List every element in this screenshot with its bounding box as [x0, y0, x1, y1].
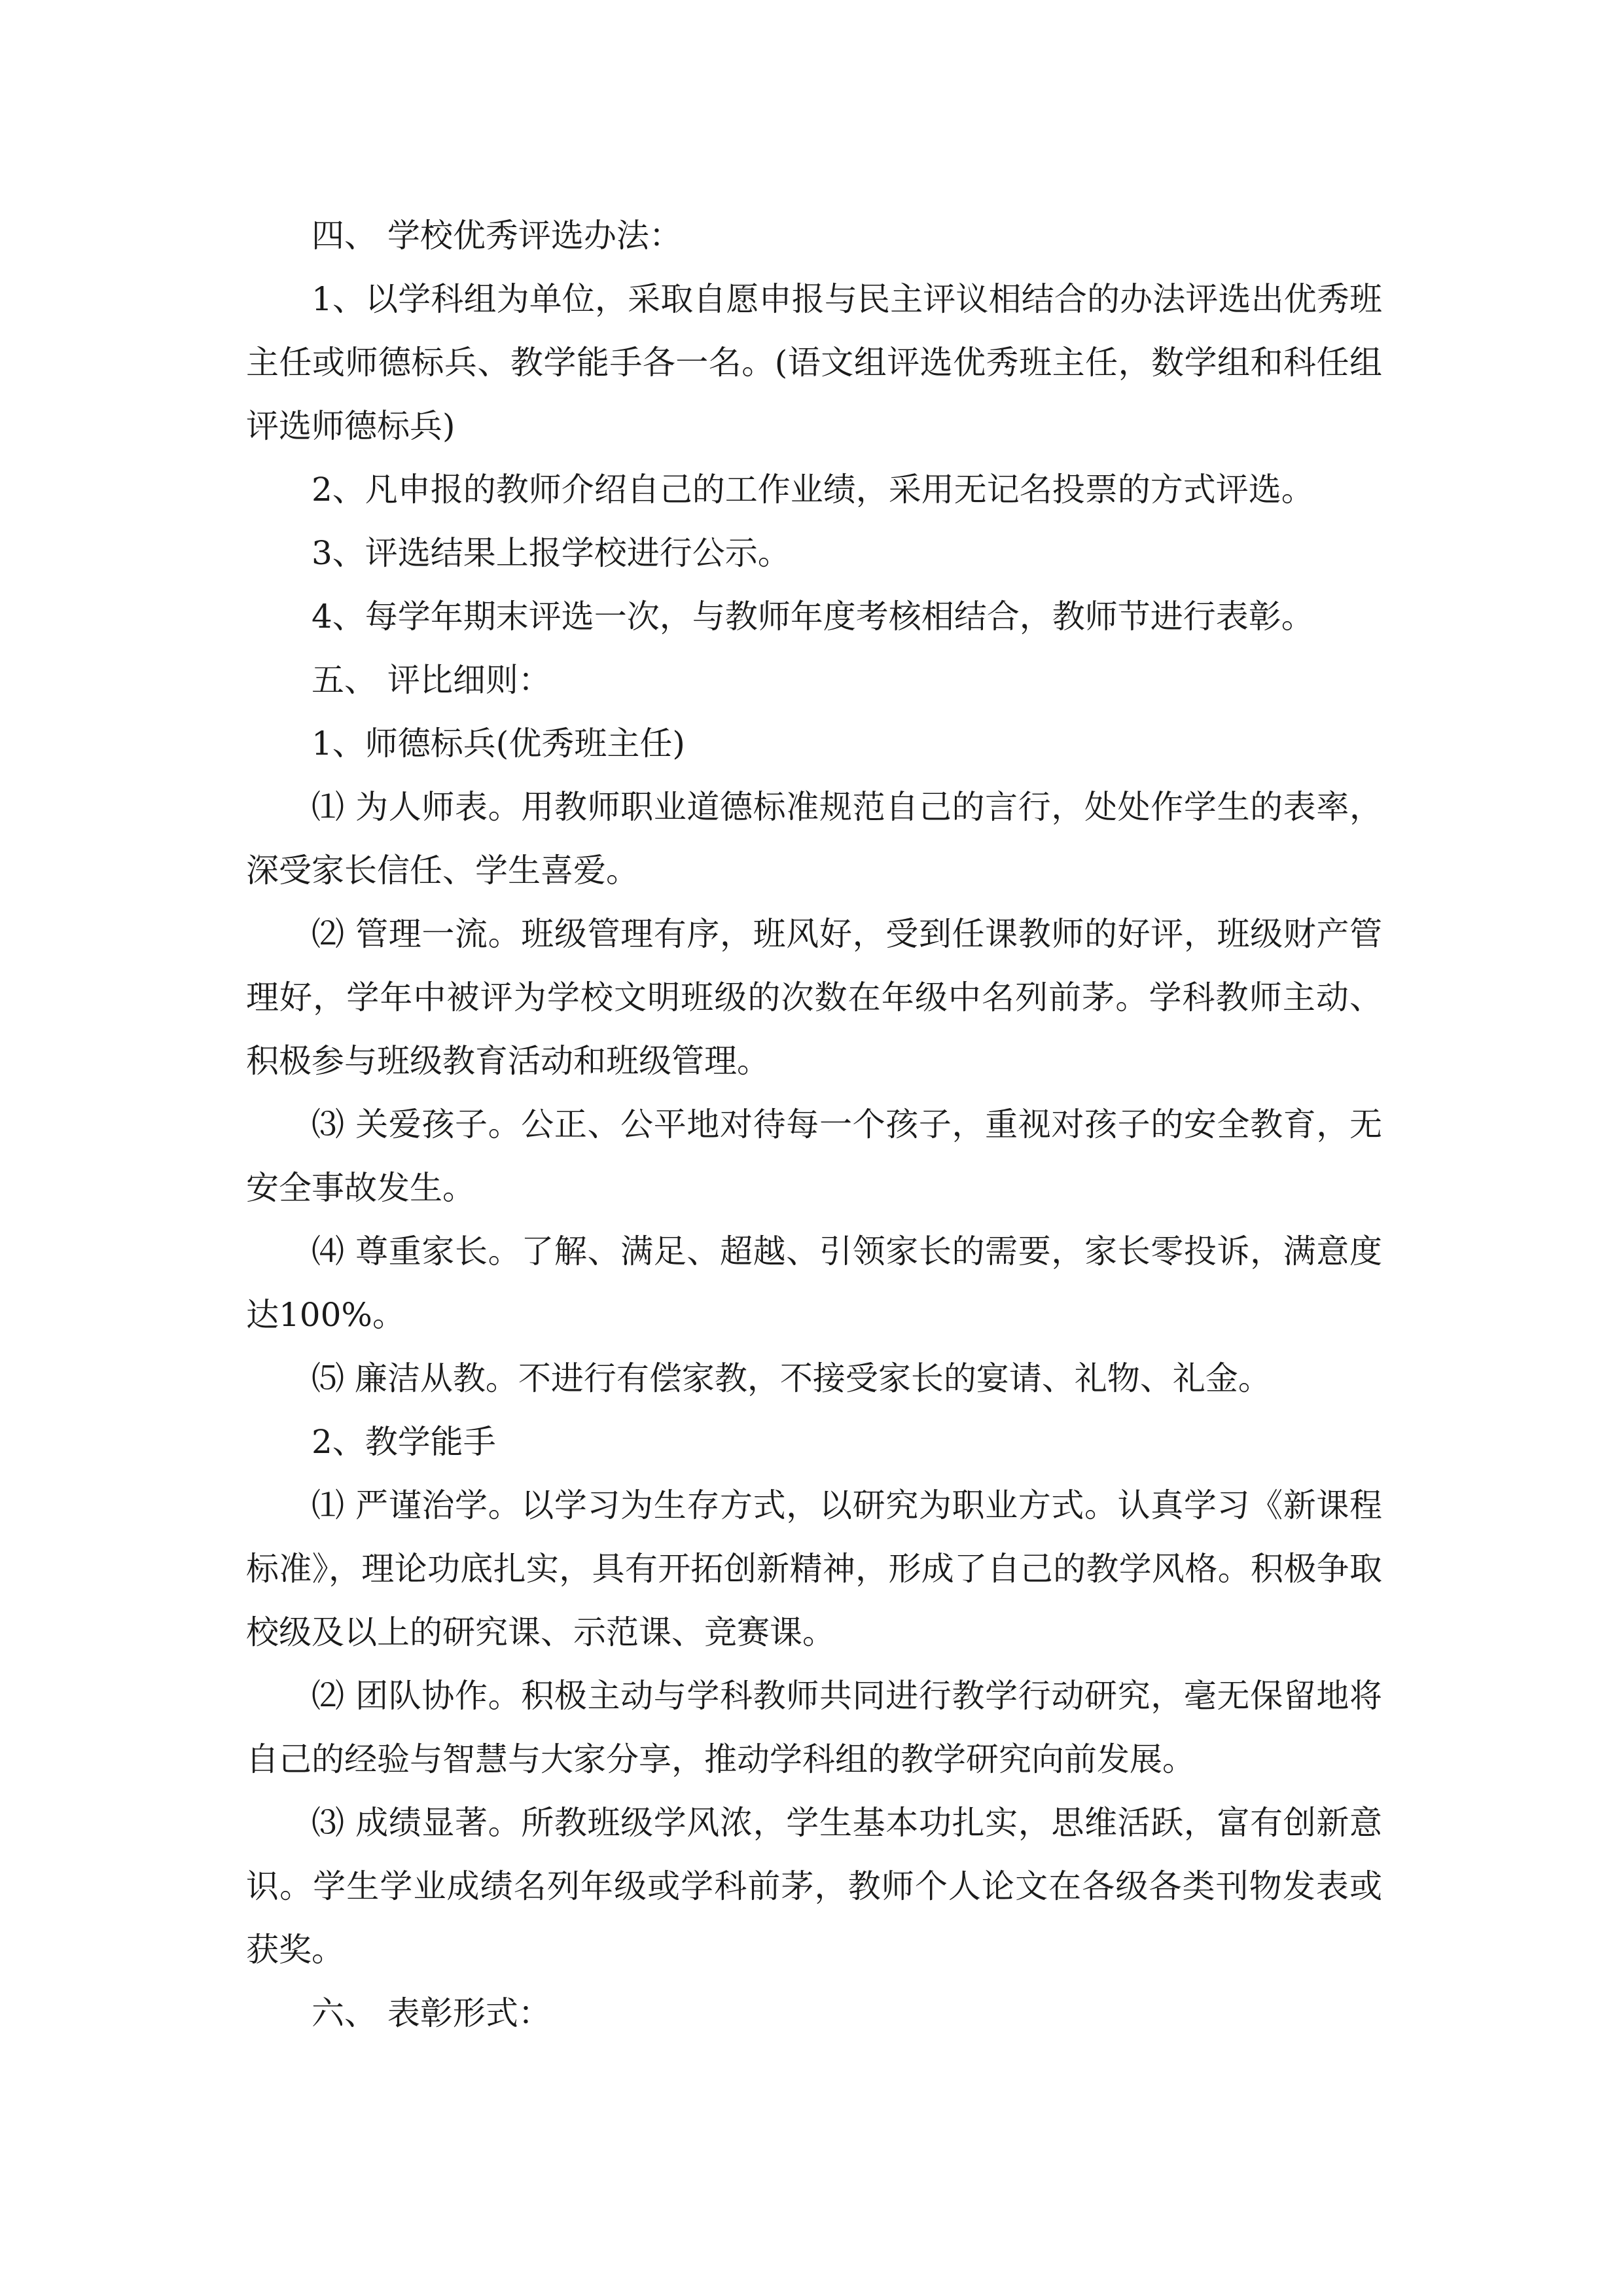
- document-body: [246, 204, 1382, 2045]
- list-item: ⑷ 尊重家长。了解、满足、超越、引领家长的需要，家长零投诉，满意度达100%。: [246, 1232, 1382, 1334]
- section-heading-5: 五、 评比细则：: [312, 661, 551, 699]
- subsection-heading: 1、师德标兵(优秀班主任): [312, 725, 685, 762]
- list-item: ⑶ 成绩显著。所教班级学风浓，学生基本功扎实，思维活跃，富有创新意识。学生学业成绩名列年级或学科前茅，教师个人论文在各级各类刊物发表或获奖。: [246, 1804, 1382, 1969]
- list-item: ⑶ 关爱孩子。公正、公平地对待每一个孩子，重视对孩子的安全教育，无安全事故发生。: [246, 1105, 1382, 1207]
- section-heading-4: 四、 学校优秀评选办法：: [312, 217, 682, 255]
- subsection-heading: 2、教学能手: [312, 1423, 496, 1461]
- list-item: ⑸ 廉洁从教。不进行有偿家教，不接受家长的宴请、礼物、礼金。: [312, 1359, 1271, 1397]
- list-item: ⑴ 严谨治学。以学习为生存方式，以研究为职业方式。认真学习《新课程标准》，理论功底扎实，具有开拓创新精神，形成了自己的教学风格。积极争取校级及以上的研究课、示范课、竞赛课。: [246, 1486, 1382, 1651]
- list-item: ⑴ 为人师表。用教师职业道德标准规范自己的言行，处处作学生的表率，深受家长信任、学生喜爱。: [246, 788, 1382, 889]
- section-heading-6: 六、 表彰形式：: [312, 1994, 551, 2032]
- paragraph: 3、评选结果上报学校进行公示。: [312, 534, 791, 572]
- list-item: ⑵ 管理一流。班级管理有序，班风好，受到任课教师的好评，班级财产管理好，学年中被评为学校文明班级的次数在年级中名列前茅。学科教师主动、积极参与班级教育活动和班级管理。: [246, 915, 1382, 1080]
- paragraph: 2、凡申报的教师介绍自己的工作业绩，采用无记名投票的方式评选。: [312, 471, 1314, 509]
- paragraph: 1、以学科组为单位，采取自愿申报与民主评议相结合的办法评选出优秀班主任或师德标兵、教学能手各一名。(语文组评选优秀班主任，数学组和科任组评选师德标兵): [246, 280, 1382, 445]
- list-item: ⑵ 团队协作。积极主动与学科教师共同进行教学行动研究，毫无保留地将自己的经验与智慧与大家分享，推动学科组的教学研究向前发展。: [246, 1677, 1382, 1778]
- paragraph: 4、每学年期末评选一次，与教师年度考核相结合，教师节进行表彰。: [312, 598, 1314, 636]
